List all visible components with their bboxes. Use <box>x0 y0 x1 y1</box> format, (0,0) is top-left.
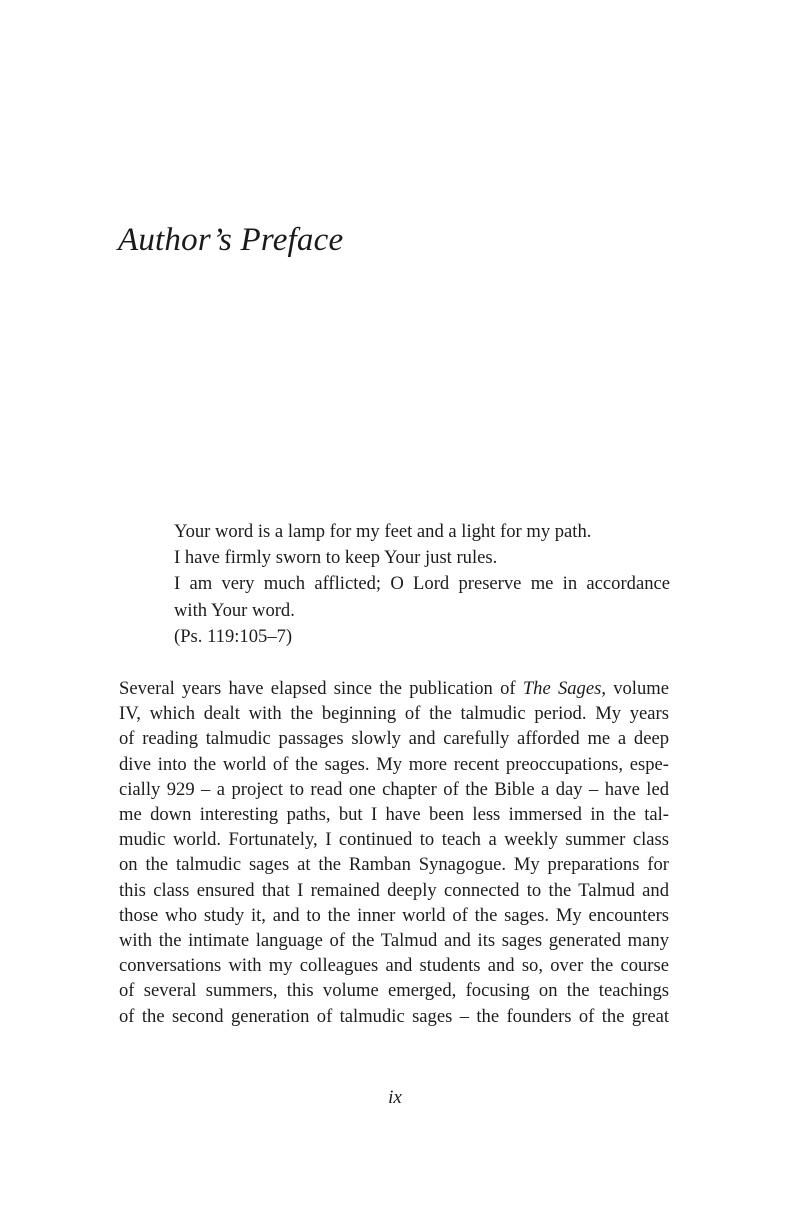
line-text: Several years have elapsed since the publication of <box>119 678 523 699</box>
paragraph-line: dive into the world of the sages. My more recent preoccupations, espe- <box>119 753 669 775</box>
epigraph <box>174 519 670 650</box>
paragraph-line: of the second generation of talmudic sages – the founders of the great <box>119 1005 669 1027</box>
paragraph-line: with the intimate language of the Talmud and its sages generated many <box>119 930 669 952</box>
paragraph-line: this class ensured that I remained deeply connected to the Talmud and <box>119 879 669 901</box>
epigraph-line: I am very much afflicted; O Lord preserve me in accordance <box>174 573 670 595</box>
paragraph-line: those who study it, and to the inner world of the sages. My encounters <box>119 904 669 926</box>
book-title-italic: The Sages <box>522 678 602 699</box>
preface-paragraph <box>119 676 669 1029</box>
epigraph-line: Your word is a lamp for my feet and a light for my path. <box>174 521 592 542</box>
page-number: ix <box>388 1087 402 1108</box>
paragraph-line: IV, which dealt with the beginning of the talmudic period. My years <box>119 703 669 725</box>
paragraph-line <box>119 676 669 701</box>
epigraph-citation: (Ps. 119:105–7) <box>174 625 293 647</box>
paragraph-line: mudic world. Fortunately, I continued to teach a weekly summer class <box>119 829 669 851</box>
paragraph-line: of several summers, this volume emerged, focusing on the teachings <box>119 980 669 1002</box>
epigraph-line: with Your word. <box>174 599 295 621</box>
epigraph-line: I have firmly sworn to keep Your just rules. <box>174 547 498 569</box>
paragraph-line: conversations with my colleagues and students and so, over the course <box>119 955 669 977</box>
paragraph-line: me down interesting paths, but I have been less immersed in the tal- <box>119 804 669 826</box>
paragraph-line: on the talmudic sages at the Ramban Synagogue. My preparations for <box>119 854 669 876</box>
line-text: , volume <box>601 678 669 699</box>
paragraph-line: cially 929 – a project to read one chapter of the Bible a day – have led <box>119 778 669 800</box>
paragraph-line: of reading talmudic passages slowly and carefully afforded me a deep <box>119 728 669 750</box>
chapter-title: Author’s Preface <box>118 222 344 258</box>
